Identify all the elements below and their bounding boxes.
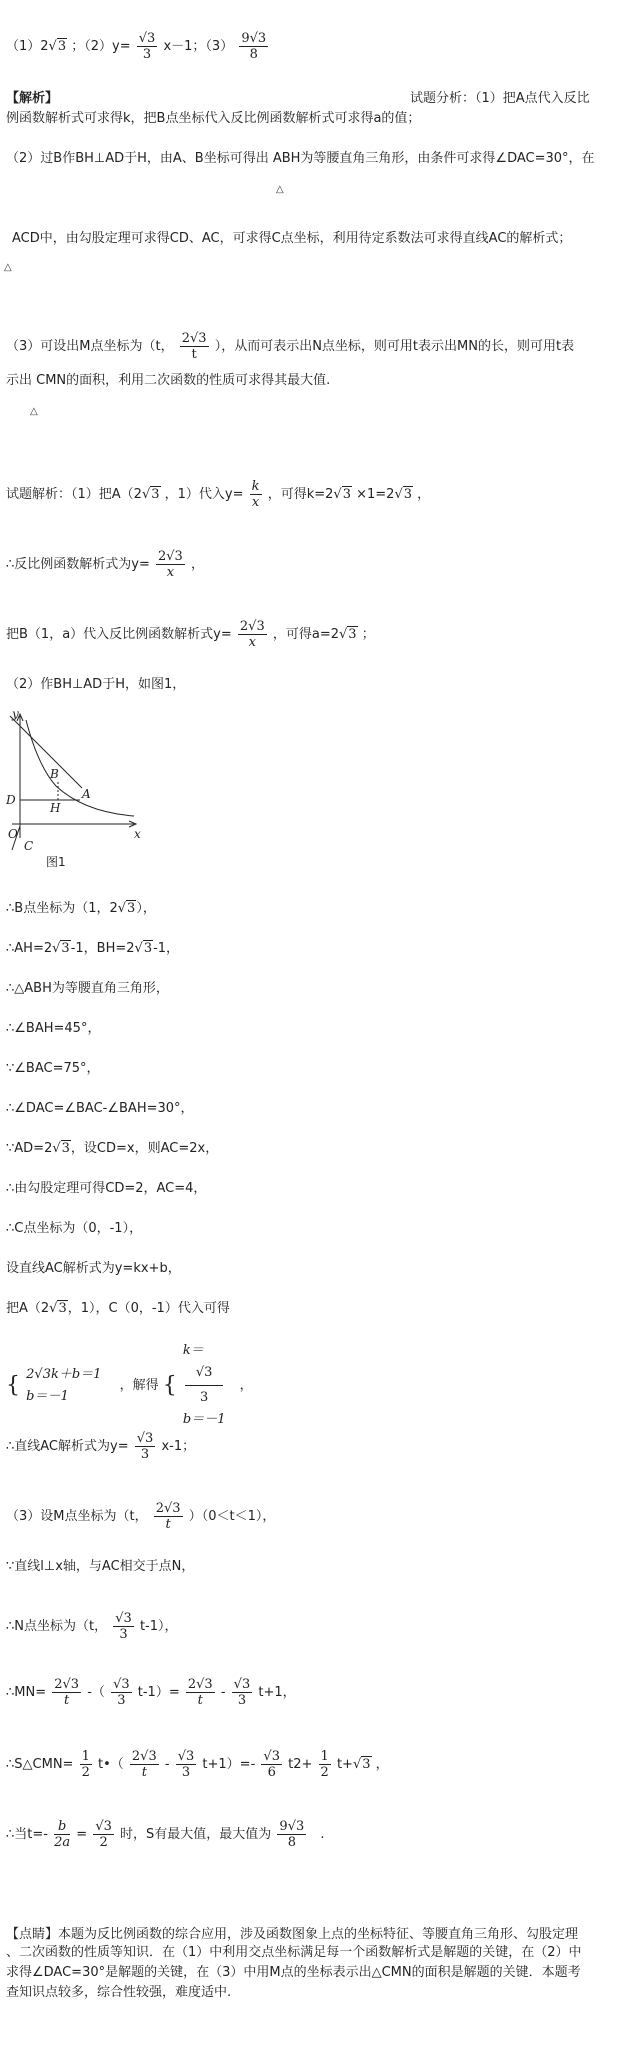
fraction: $\frac{√3}{3}$ <box>138 31 156 62</box>
solution-line-1: 试题解析：（1）把A（2√3 ，1）代入y= $\frac{k}{x}$ ，可得k=2√3 ×1=2√3 ， <box>6 479 431 510</box>
left-brace: { <box>6 1372 20 1398</box>
fig-label-d: D <box>6 793 16 807</box>
solution-line-4: （2）作BH⊥AD于H，如图1， <box>6 677 186 692</box>
solution-line-12: ∴由勾股定理可得CD=2，AC=4， <box>6 1181 207 1196</box>
answer-sep: ；（2）y= <box>71 39 131 54</box>
comment-line: 【点睛】本题为反比例函数的综合应用，涉及函数图象上点的坐标特征、等腰直角三角形、勾股定理 <box>6 1927 579 1942</box>
fraction: $\frac{9√3}{8}$ <box>241 31 267 62</box>
figure-1 <box>6 708 146 868</box>
solution-line-11: ∵AD=2√3，设CD=x，则AC=2x， <box>6 1141 219 1156</box>
sqrt: √3 <box>48 39 67 54</box>
solution-line-10: ∴∠DAC=∠BAC-∠BAH=30°， <box>6 1101 194 1116</box>
triangle-mark: △ <box>276 184 284 195</box>
fig-caption: 图1 <box>46 855 66 868</box>
solution-line-14: 设直线AC解析式为y=kx+b， <box>6 1261 181 1276</box>
solution-line-21: ∴S△CMN= $\frac{1}{2}$ t•（ $\frac{2√3}{t}$ - $\frac{√3}{3}$ t+1）=- $\frac{√3}{6}$ t2+ $\frac{1}{2}$ t+√3 ， <box>6 1749 389 1780</box>
left-brace: { <box>162 1372 177 1398</box>
triangle-mark: △ <box>4 262 12 273</box>
fig-label-y: y <box>12 708 19 721</box>
fig-label-h: H <box>50 801 61 815</box>
equation-system: { 2√3k＋b＝1 b＝－1 ，解得 { k＝ √3 3 b＝－1 ， <box>6 1340 253 1431</box>
answer-tail: x－1；（3） <box>163 39 234 54</box>
fig-label-b: B <box>50 767 59 781</box>
solution-line-7: ∴△ABH为等腰直角三角形， <box>6 981 169 996</box>
comment-line: 、二次函数的性质等知识．在（1）中利用交点坐标满足每一个函数解析式是解题的关键，在（2）中 <box>6 1945 582 1960</box>
answer-line <box>6 32 270 61</box>
system-2: k＝ √3 3 b＝－1 <box>182 1343 226 1427</box>
solution-line-22: ∴当t=- $\frac{b}{2a}$ = $\frac{√3}{2}$ 时，S有最大值，最大值为 $\frac{9√3}{8}$ . <box>6 1819 325 1850</box>
solution-line-16: ∴直线AC解析式为y= $\frac{√3}{3}$ x-1； <box>6 1431 196 1462</box>
hyperbola <box>26 720 134 816</box>
solution-line-19: ∴N点坐标为（t， $\frac{√3}{3}$ t-1）， <box>6 1611 178 1642</box>
fraction: $\frac{2√3}{t}$ <box>181 331 207 362</box>
fraction: $\frac{2√3}{x}$ <box>239 619 265 650</box>
analysis-line-5: （3）可设出M点坐标为（t， $\frac{2√3}{t}$ ），从而可表示出N点坐标，则可用t表示出MN的长，则可用t表 <box>6 331 575 362</box>
comment-line: 求得∠DAC=30°是解题的关键，在（3）中用M点的坐标表示出△CMN的面积是解题的关键．本题考 <box>6 1965 581 1980</box>
system-1: 2√3k＋b＝1 b＝－1 <box>26 1366 102 1404</box>
analysis-tail: 试题分析：（1）把A点代入反比 <box>410 91 590 106</box>
fig-label-a: A <box>82 787 91 801</box>
solution-line-9: ∵∠BAC=75°， <box>6 1061 100 1076</box>
solution-line-15: 把A（2√3，1），C（0，-1）代入可得 <box>6 1301 230 1316</box>
line-ac <box>10 716 82 788</box>
analysis-line: ACD中，由勾股定理可求得CD、AC，可求得C点坐标，利用待定系数法可求得直线AC的解析式； <box>12 231 572 246</box>
solution-line-13: ∴C点坐标为（0，-1）， <box>6 1221 143 1236</box>
solution-line-2: ∴反比例函数解析式为y= $\frac{2√3}{x}$ ， <box>6 549 204 580</box>
comment-line: 查知识点较多，综合性较强，难度适中. <box>6 1985 232 2000</box>
fraction: $\frac{2√3}{x}$ <box>158 549 183 580</box>
solution-line-17: （3）设M点坐标为（t， $\frac{2√3}{t}$ ）（0＜t＜1）， <box>6 1501 276 1532</box>
solution-line-3: 把B（1，a）代入反比例函数解析式y= $\frac{2√3}{x}$ ，可得a=2√3 ； <box>6 619 375 650</box>
answer-part1: （1）2 <box>6 39 49 54</box>
fig-label-c: C <box>24 839 34 853</box>
fig-label-o: O <box>8 827 18 841</box>
analysis-line: （2）过B作BH⊥AD于H，由A、B坐标可得出 ABH为等腰直角三角形，由条件可求得∠DAC=30°，在 <box>6 151 595 166</box>
solution-line-5: ∴B点坐标为（1，2√3）， <box>6 901 156 916</box>
analysis-line: 例函数解析式可求得k，把B点坐标代入反比例函数解析式可求得a的值； <box>6 111 421 126</box>
fraction: $\frac{k}{x}$ <box>251 479 260 510</box>
solution-line-18: ∵直线l⊥x轴，与AC相交于点N， <box>6 1559 195 1574</box>
solution-line-8: ∴∠BAH=45°， <box>6 1021 101 1036</box>
fig-label-x: x <box>134 827 141 841</box>
analysis-line: 示出 CMN的面积，利用二次函数的性质可求得其最大值. <box>6 373 331 388</box>
triangle-mark: △ <box>30 406 38 417</box>
analysis-label: 【解析】 <box>6 91 59 106</box>
solution-line-6: ∴AH=2√3-1，BH=2√3-1， <box>6 941 180 956</box>
solution-line-20: ∴MN= $\frac{2√3}{t}$ -（ $\frac{√3}{3}$ t-1）= $\frac{2√3}{t}$ - $\frac{√3}{3}$ t+1， <box>6 1677 296 1708</box>
